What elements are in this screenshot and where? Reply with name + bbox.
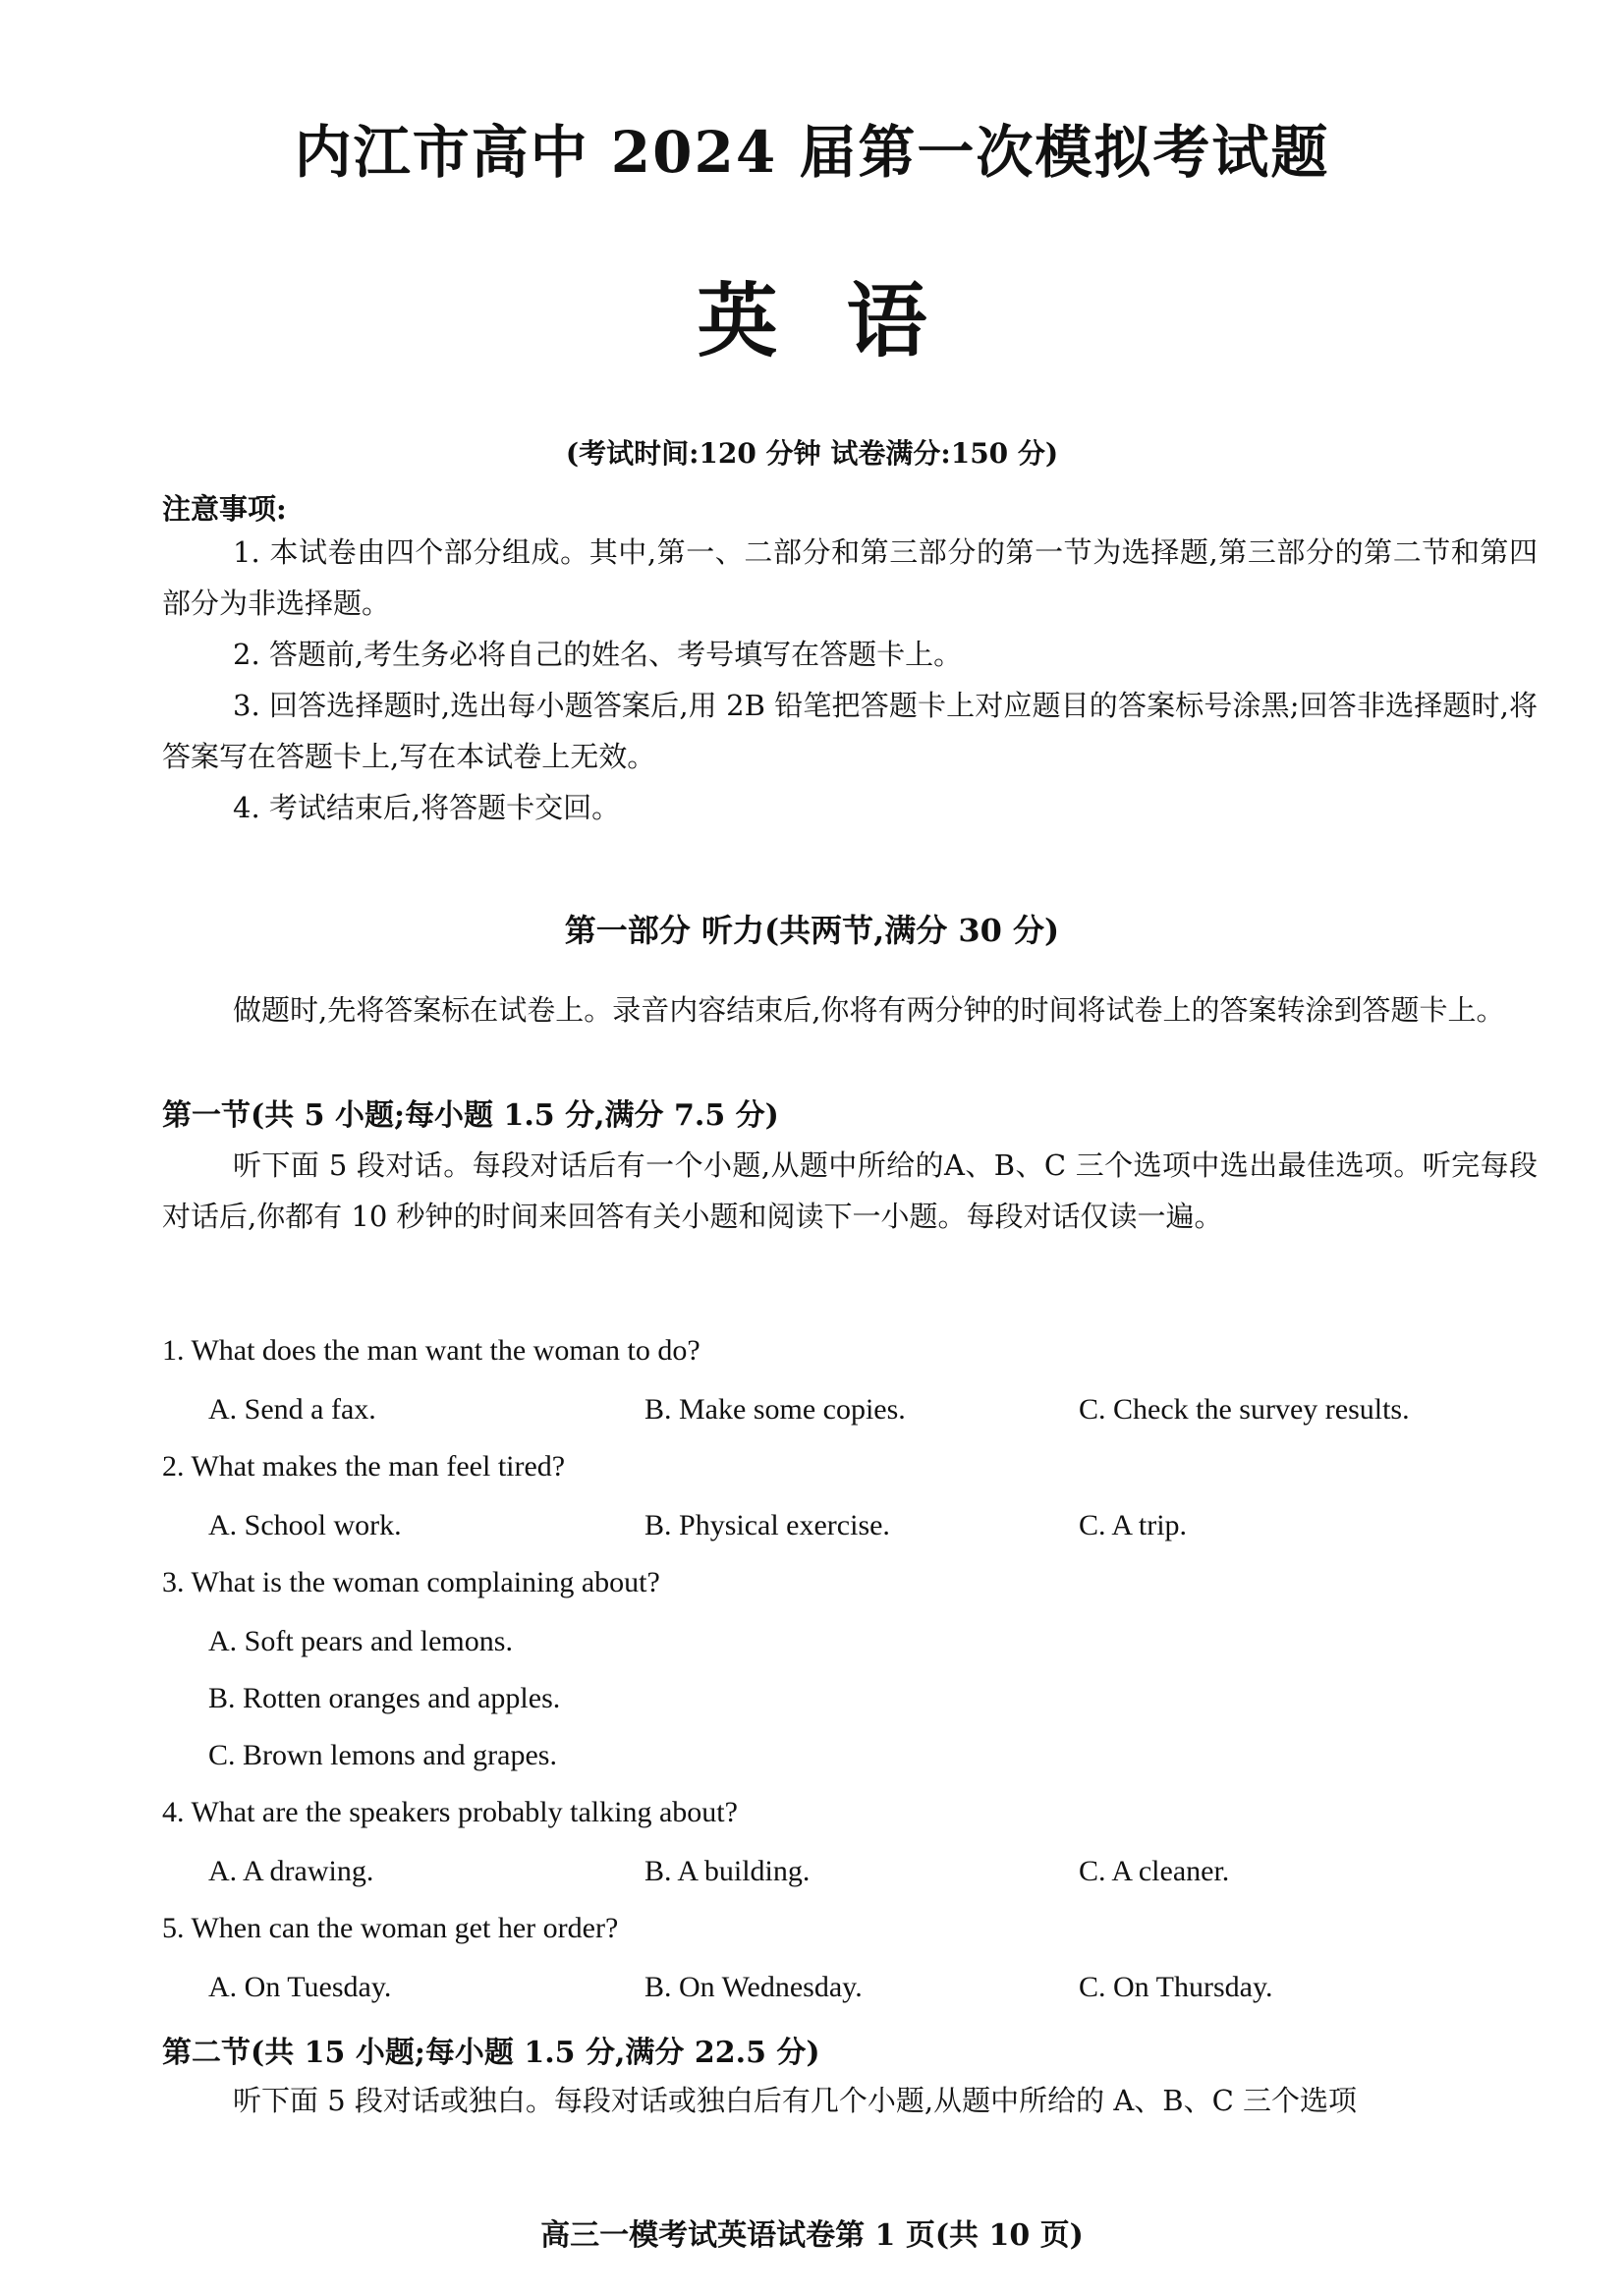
- notice-list: [162, 527, 1538, 833]
- exam-title: 内江市高中 2024 届第一次模拟考试题: [294, 119, 1330, 186]
- question-5-option-b: B. On Wednesday.: [644, 1971, 863, 2003]
- question-1-option-b: B. Make some copies.: [644, 1393, 906, 1426]
- notice-item-4: 4. 考试结束后,将答题卡交回。: [233, 791, 621, 824]
- question-5-option-c: C. On Thursday.: [1079, 1971, 1273, 2003]
- section1-intro: 听下面 5 段对话。每段对话后有一个小题,从题中所给的A、B、C 三个选项中选出最佳选项。听完每段对话后,你都有 10 秒钟的时间来回答有关小题和阅读下一小题。每段对话仅读一遍。: [162, 1148, 1538, 1233]
- section1-title: 第一节(共 5 小题;每小题 1.5 分,满分 7.5 分): [162, 1098, 779, 1133]
- question-3-option-b: B. Rotten oranges and apples.: [208, 1682, 561, 1714]
- question-1-option-a: A. Send a fax.: [208, 1393, 376, 1426]
- part1-title: 第一部分 听力(共两节,满分 30 分): [564, 912, 1060, 949]
- page-footer: 高三一模考试英语试卷第 1 页(共 10 页): [540, 2218, 1084, 2253]
- section2-title: 第二节(共 15 小题;每小题 1.5 分,满分 22.5 分): [162, 2036, 820, 2070]
- question-3: 3. What is the woman complaining about?: [162, 1566, 660, 1598]
- question-1: 1. What does the man want the woman to do?: [162, 1334, 700, 1367]
- question-2-option-c: C. A trip.: [1079, 1509, 1188, 1541]
- exam-info: (考试时间:120 分钟 试卷满分:150 分): [565, 437, 1059, 470]
- notice-item-3: 3. 回答选择题时,选出每小题答案后,用 2B 铅笔把答题卡上对应题目的答案标号涂黑;回答非选择题时,将答案写在答题卡上,写在本试卷上无效。: [162, 689, 1538, 773]
- part1-intro: 做题时,先将答案标在试卷上。录音内容结束后,你将有两分钟的时间将试卷上的答案转涂到答题卡上。: [233, 993, 1505, 1027]
- section2-intro-block: [162, 2075, 1538, 2126]
- part1-intro-block: [162, 984, 1538, 1036]
- subject-title: 英语: [697, 274, 996, 368]
- question-2: 2. What makes the man feel tired?: [162, 1450, 566, 1483]
- question-4-option-c: C. A cleaner.: [1079, 1855, 1230, 1887]
- notice-item-2: 2. 答题前,考生务必将自己的姓名、考号填写在答题卡上。: [233, 638, 963, 671]
- section2-intro: 听下面 5 段对话或独白。每段对话或独白后有几个小题,从题中所给的 A、B、C 三个选项: [233, 2084, 1357, 2117]
- question-2-option-a: A. School work.: [208, 1509, 402, 1541]
- question-2-option-b: B. Physical exercise.: [644, 1509, 890, 1541]
- question-3-option-a: A. Soft pears and lemons.: [208, 1625, 513, 1657]
- notice-title: 注意事项:: [162, 492, 287, 526]
- question-1-option-c: C. Check the survey results.: [1079, 1393, 1410, 1426]
- question-3-option-c: C. Brown lemons and grapes.: [208, 1739, 557, 1771]
- question-5: 5. When can the woman get her order?: [162, 1912, 619, 1944]
- question-4-option-a: A. A drawing.: [208, 1855, 374, 1887]
- question-5-option-a: A. On Tuesday.: [208, 1971, 392, 2003]
- question-4: 4. What are the speakers probably talking about?: [162, 1796, 738, 1828]
- notice-item-1: 1. 本试卷由四个部分组成。其中,第一、二部分和第三部分的第一节为选择题,第三部分的第二节和第四部分为非选择题。: [162, 535, 1538, 620]
- section1-intro-block: [162, 1140, 1538, 1242]
- question-4-option-b: B. A building.: [644, 1855, 811, 1887]
